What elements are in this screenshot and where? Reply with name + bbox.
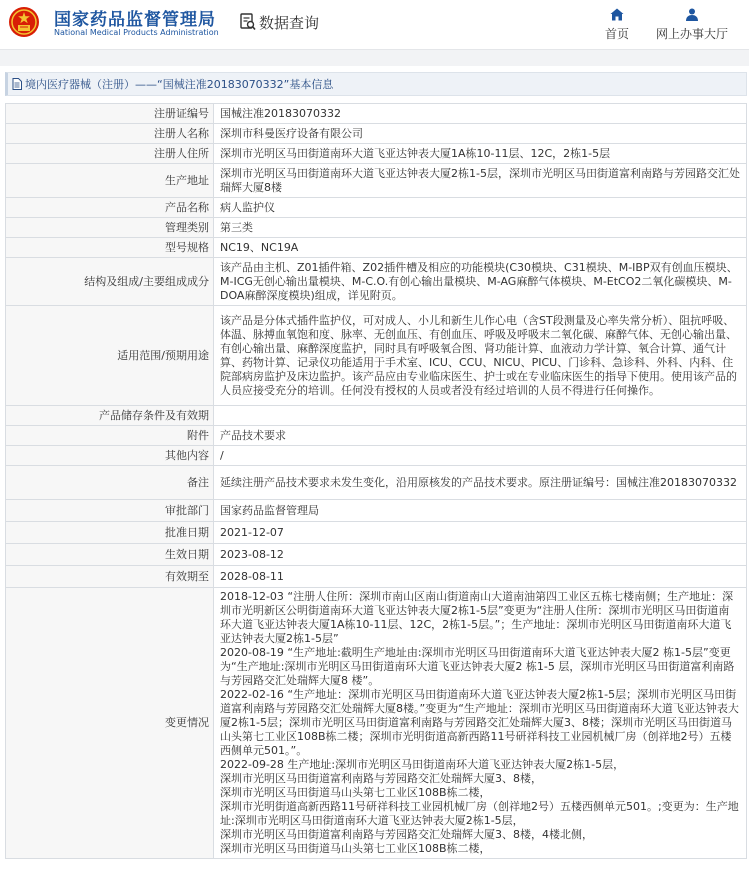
user-icon <box>685 8 699 21</box>
field-label: 生效日期 <box>6 544 214 566</box>
field-value: NC19、NC19A <box>214 238 747 258</box>
field-value: / <box>214 446 747 466</box>
table-row <box>6 446 747 466</box>
field-value: 国械注准20183070332 <box>214 104 747 124</box>
field-label: 审批部门 <box>6 500 214 522</box>
breadcrumb-text: 境内医疗器械（注册）——“国械注准20183070332”基本信息 <box>25 78 334 91</box>
table-row <box>6 522 747 544</box>
change-entry: 2020-08-19 “生产地址:截明生产地址由:深圳市光明区马田街道南环大道飞亚达钟表大厦2 栋1-5层”变更为“生产地址:深圳市光明区马田街道南环大道飞亚达钟表大厦2 栋1-5 层，深圳市光明区马田街道富利南路与芳园路交汇处瑞辉大厦8 楼”。 <box>220 646 735 687</box>
field-value: 该产品是分体式插件监护仪，可对成人、小儿和新生儿作心电（含ST段测量及心率失常分析）、阻抗呼吸、体温、脉搏血氧饱和度、脉率、无创血压、有创血压、呼吸及呼吸末二氧化碳、麻醉气体、无创心输出量、有创心输出量、麻醉深度监护，同时具有呼吸氧合图、肾功能计算、血液动力学计算、氧合计算、通气计算、药物计算、记录仪功能适用于手术室、ICU、CCU、NICU、PICU、门诊科、急诊科、外科、内科、住院部病房监护及床边监护。该产品应由专业临床医生、护士或在专业临床医生的指导下使用。使用该产品的人员应接受充分的培训。任何没有授权的人员或者没有经过培训的人员不得进行任何操作。 <box>214 306 747 406</box>
field-label: 产品储存条件及有效期 <box>6 406 214 426</box>
field-value: 2023-08-12 <box>214 544 747 566</box>
field-label: 其他内容 <box>6 446 214 466</box>
field-label: 生产地址 <box>6 164 214 198</box>
table-row <box>6 588 747 859</box>
nav-online-hall[interactable] <box>652 8 732 42</box>
field-value: 国家药品监督管理局 <box>214 500 747 522</box>
home-icon <box>610 8 624 21</box>
field-value: 产品技术要求 <box>214 426 747 446</box>
table-row <box>6 144 747 164</box>
field-value <box>214 406 747 426</box>
table-row <box>6 544 747 566</box>
table-row <box>6 238 747 258</box>
field-value: 深圳市光明区马田街道南环大道飞亚达钟表大厦2栋1-5层，深圳市光明区马田街道富利南路与芳园路交汇处瑞辉大厦8楼 <box>214 164 747 198</box>
field-value: 2021-12-07 <box>214 522 747 544</box>
field-label: 型号规格 <box>6 238 214 258</box>
field-label: 产品名称 <box>6 198 214 218</box>
field-label: 变更情况 <box>6 588 214 859</box>
data-query-link[interactable] <box>240 11 319 33</box>
change-entry: 深圳市光明区马田街道富利南路与芳园路交汇处瑞辉大厦3、8楼， <box>220 772 542 785</box>
field-value: 深圳市光明区马田街道南环大道飞亚达钟表大厦1A栋10-11层、12C，2栋1-5层 <box>214 144 747 164</box>
site-header <box>0 0 749 49</box>
change-entry: 深圳市光明区马田街道富利南路与芳园路交汇处瑞辉大厦3、8楼，4楼北侧， <box>220 828 593 841</box>
registration-detail-table <box>5 103 747 859</box>
change-entry: 深圳市光明区马田街道马山头第七工业区108B栋二楼， <box>220 842 491 855</box>
table-row <box>6 426 747 446</box>
table-row <box>6 124 747 144</box>
field-value: 深圳市科曼医疗设备有限公司 <box>214 124 747 144</box>
site-name-en[interactable]: National Medical Products Administration <box>54 28 219 37</box>
field-label: 批准日期 <box>6 522 214 544</box>
field-label: 适用范围/预期用途 <box>6 306 214 406</box>
field-value: 病人监护仪 <box>214 198 747 218</box>
change-entry: 2022-09-28 生产地址:深圳市光明区马田街道南环大道飞亚达钟表大厦2栋1-5层， <box>220 758 625 771</box>
field-value: 第三类 <box>214 218 747 238</box>
field-label: 注册人名称 <box>6 124 214 144</box>
table-row <box>6 198 747 218</box>
field-label: 备注 <box>6 466 214 500</box>
table-row <box>6 104 747 124</box>
document-search-icon <box>240 13 256 31</box>
change-entry: 深圳市光明区马田街道马山头第七工业区108B栋二楼， <box>220 786 491 799</box>
table-row <box>6 258 747 306</box>
table-row <box>6 500 747 522</box>
table-row <box>6 566 747 588</box>
national-emblem-icon[interactable] <box>8 6 40 38</box>
document-icon <box>12 78 22 90</box>
field-label: 注册人住所 <box>6 144 214 164</box>
table-row <box>6 406 747 426</box>
change-entry: 2018-12-03 “注册人住所：深圳市南山区南山街道南山大道南油第四工业区五栋七楼南侧；生产地址：深圳市光明新区公明街道南环大道飞亚达钟表大厦2栋1-5层”变更为“注册人住所：深圳市光明区马田街道南环大道飞亚达钟表大厦1A栋10-11层、12C，2栋1-5层。”；生产地址：深圳市光明区马田街道南环大道飞亚达钟表大厦2栋1-5层” <box>220 590 734 645</box>
field-label: 结构及组成/主要组成成分 <box>6 258 214 306</box>
data-query-label: 数据查询 <box>259 13 320 32</box>
table-row <box>6 466 747 500</box>
nav-online-hall-label: 网上办事大厅 <box>655 27 728 41</box>
field-value: 2028-08-11 <box>214 566 747 588</box>
table-row <box>6 306 747 406</box>
change-history <box>214 588 747 859</box>
table-row <box>6 218 747 238</box>
nav-home-label: 首页 <box>604 27 629 41</box>
field-value: 延续注册产品技术要求未发生变化，沿用原核发的产品技术要求。原注册证编号：国械注准20183070332 <box>214 466 747 500</box>
field-label: 附件 <box>6 426 214 446</box>
field-value: 该产品由主机、Z01插件箱、Z02插件槽及相应的功能模块(C30模块、C31模块、M-IBP双有创血压模块、M-ICG无创心输出量模块、M-C.O.有创心输出量模块、M-AG麻醉气体模块、M-EtCO2二氧化碳模块、M-DOA麻醉深度模块)组成，详见附页。 <box>214 258 747 306</box>
field-label: 有效期至 <box>6 566 214 588</box>
site-name[interactable]: 国家药品监督管理局 <box>54 10 216 30</box>
change-entry: 深圳市光明街道高新西路11号研祥科技工业园机械厂房（创祥地2号）五楼西侧单元501。;变更为：生产地址:深圳市光明区马田街道南环大道飞亚达钟表大厦2栋1-5层， <box>220 800 739 827</box>
change-entry: 2022-02-16 “生产地址：深圳市光明区马田街道南环大道飞亚达钟表大厦2栋1-5层；深圳市光明区马田街道富利南路与芳园路交汇处瑞辉大厦8楼。”变更为“生产地址：深圳市光明区马田街道南环大道飞亚达钟表大厦2栋1-5层；深圳市光明区马田街道富利南路与芳园路交汇处瑞辉大厦3、8楼；深圳市光明区马田街道马山头第七工业区108B栋二楼；深圳市光明街道高新西路11号研祥科技工业园机械厂房（创祥地2号）五楼西侧单元501。”。 <box>220 688 739 757</box>
breadcrumb <box>5 72 747 96</box>
field-label: 注册证编号 <box>6 104 214 124</box>
field-label: 管理类别 <box>6 218 214 238</box>
header-divider <box>0 49 749 66</box>
table-row <box>6 164 747 198</box>
nav-home[interactable] <box>602 8 632 42</box>
